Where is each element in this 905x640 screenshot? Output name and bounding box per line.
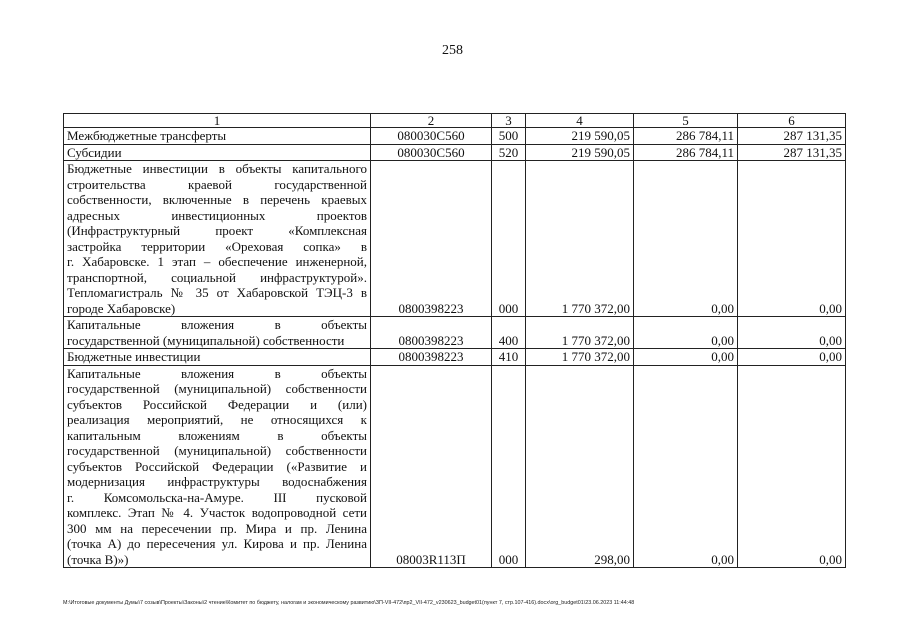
row-name-cell: [64, 349, 371, 366]
row-name-line: Субсидии: [67, 144, 122, 160]
row-name-cell: [64, 144, 371, 161]
row-name-line: модернизация инфраструктуры водоснабжения: [67, 474, 367, 489]
amount-col-4: 219 590,05: [526, 144, 634, 161]
amount-col-5: 0,00: [634, 349, 738, 366]
target-article-code: 0800398223: [371, 349, 492, 366]
amount-col-6: 287 131,35: [738, 128, 846, 145]
amount-col-4: 298,00: [526, 365, 634, 568]
target-article-code: 0800398223: [371, 317, 492, 349]
table-row: [64, 144, 846, 161]
target-article-code: 080030С560: [371, 128, 492, 145]
table-row: [64, 317, 846, 349]
target-article-code: 08003R113П: [371, 365, 492, 568]
row-name-cell: [64, 128, 371, 145]
expense-type-code: 520: [492, 144, 526, 161]
table-row: [64, 349, 846, 366]
page-number: 258: [442, 43, 463, 58]
expense-type-code: 410: [492, 349, 526, 366]
amount-col-5: 286 784,11: [634, 128, 738, 145]
row-name-line: (точка В)»): [67, 551, 129, 567]
row-name-line: 300 мм на пересечении пр. Мира и пр. Ленина: [67, 520, 367, 536]
expense-type-code: 000: [492, 161, 526, 317]
row-name-line: Межбюджетные трансферты: [67, 128, 227, 143]
row-name-cell: [64, 161, 371, 317]
expense-type-code: 000: [492, 365, 526, 568]
column-header-3: 3: [492, 114, 526, 128]
row-name-line: субъектов Российской Федерации («Развитие и: [67, 458, 367, 474]
row-name-line: государственной (муниципальной) собственности: [67, 332, 345, 348]
row-name-line: адресных инвестиционных проектов: [67, 207, 367, 223]
row-name-line: государственной (муниципальной) собственности: [67, 443, 367, 458]
row-name-line: капитальным вложениям в объекты: [67, 427, 367, 443]
amount-col-6: 287 131,35: [738, 144, 846, 161]
column-header-2: 2: [371, 114, 492, 128]
row-name-line: Капитальные вложения в объекты: [67, 317, 367, 332]
row-name-line: субъектов Российской Федерации и (или): [67, 396, 367, 412]
row-name-line: государственной (муниципальной) собственности: [67, 381, 367, 396]
target-article-code: 080030С560: [371, 144, 492, 161]
row-name-line: собственности, включенные в перечень краевых: [67, 192, 367, 207]
row-name-line: (точка А) до пересечения ул. Кирова и пр. Ленина: [67, 536, 367, 551]
column-header-1: 1: [64, 114, 371, 128]
amount-col-6: 0,00: [738, 349, 846, 366]
table-row: [64, 365, 846, 568]
column-number-row: [64, 114, 846, 128]
row-name-cell: [64, 365, 371, 568]
row-name-line: реализация мероприятий, не относящихся к: [67, 412, 367, 427]
row-name-line: Бюджетные инвестиции в объекты капитального: [67, 161, 367, 176]
amount-col-4: 1 770 372,00: [526, 349, 634, 366]
column-header-6: 6: [738, 114, 846, 128]
row-name-line: Тепломагистраль № 35 от Хабаровской ТЭЦ-3 в: [67, 285, 367, 300]
column-header-5: 5: [634, 114, 738, 128]
amount-col-6: 0,00: [738, 161, 846, 317]
row-name-line: Бюджетные инвестиции: [67, 349, 201, 364]
table-row: [64, 128, 846, 145]
row-name-line: городе Хабаровске): [67, 300, 176, 316]
amount-col-4: 1 770 372,00: [526, 161, 634, 317]
file-path-footer: M:\Итоговые документы Думы\7 созыв\Проекты\Законы\2 чтение\Комитет по бюджету, налогам и экономическому развитию\ЗП-VII-472\пр2_VII-472_v230623_budget01(пункт 7, стр.107-416).docx\org_budget01\23.06.2023 11:44:48: [63, 600, 635, 606]
amount-col-4: 1 770 372,00: [526, 317, 634, 349]
row-name-line: застройка территории «Ореховая сопка» в: [67, 238, 367, 254]
expense-type-code: 400: [492, 317, 526, 349]
budget-table: [63, 113, 846, 568]
amount-col-6: 0,00: [738, 365, 846, 568]
row-name-line: г. Хабаровске. 1 этап – обеспечение инженерной,: [67, 254, 367, 269]
amount-col-5: 286 784,11: [634, 144, 738, 161]
row-name-line: Капитальные вложения в объекты: [67, 365, 367, 381]
row-name-line: строительства краевой государственной: [67, 176, 367, 192]
row-name-line: комплекс. Этап № 4. Участок водопроводной сети: [67, 505, 367, 520]
amount-col-4: 219 590,05: [526, 128, 634, 145]
amount-col-5: 0,00: [634, 317, 738, 349]
amount-col-5: 0,00: [634, 365, 738, 568]
amount-col-5: 0,00: [634, 161, 738, 317]
amount-col-6: 0,00: [738, 317, 846, 349]
row-name-cell: [64, 317, 371, 349]
row-name-line: (Инфраструктурный проект «Комплексная: [67, 223, 367, 238]
row-name-line: г. Комсомольска-на-Амуре. III пусковой: [67, 489, 367, 505]
table-row: [64, 161, 846, 317]
column-header-4: 4: [526, 114, 634, 128]
row-name-line: транспортной, социальной инфраструктурой».: [67, 269, 367, 285]
target-article-code: 0800398223: [371, 161, 492, 317]
expense-type-code: 500: [492, 128, 526, 145]
table-body: [64, 114, 846, 568]
